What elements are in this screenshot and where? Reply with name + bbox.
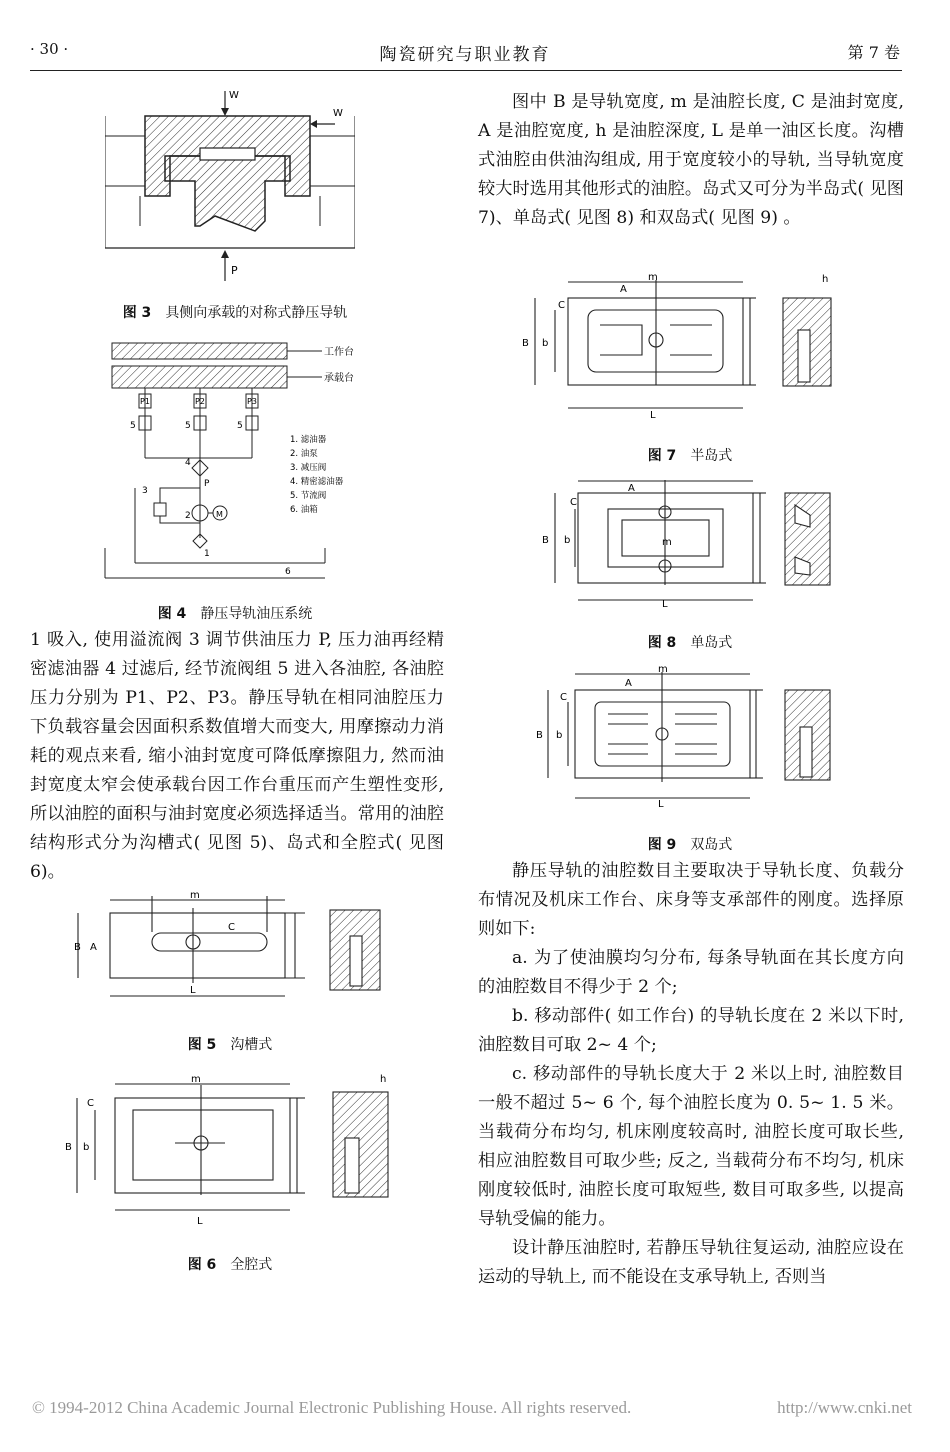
left-paragraph: 1 吸入, 使用溢流阀 3 调节供油压力 P, 压力油再经精密滤油器 4 过滤后, 经节流阀组 5 进入各油腔, 各油腔压力分别为 P1、P2、P3。静压导轨在相同油腔压力下负载容量会因面积系数值增大而变大, 用摩擦动力消耗的观点来看, 缩小油封宽度可降低摩擦阻力, 然而油封宽度太窄会使承载台因工作台重压而产生塑性变形, 所以油腔的面积与油封宽度必须选择适当。常用的油腔结构形式分为沟槽式( 见图 5)、岛式和全腔式( 见图 6)。 <box>30 630 444 882</box>
figure-3-number: 图 3 <box>122 305 152 321</box>
fig3-label-w-top: W <box>229 90 239 101</box>
footer-url[interactable]: http://www.cnki.net <box>777 1398 912 1417</box>
fig8-label-b-small: b <box>564 535 571 546</box>
fig4-label-1: 1 <box>204 549 210 559</box>
fig9-label-a: A <box>625 678 632 689</box>
figure-4-title: 静压导轨油压系统 <box>200 606 313 622</box>
volume-label: 第 7 卷 <box>847 43 900 62</box>
fig5-label-a: A <box>90 942 97 953</box>
journal-title: 陶瓷研究与职业教育 <box>379 45 551 65</box>
fig5-label-l: L <box>190 985 196 996</box>
figure-5-title: 沟槽式 <box>230 1037 273 1053</box>
fig3-label-p: P <box>231 264 238 277</box>
figure-5-number: 图 5 <box>187 1037 217 1053</box>
figure-7-caption <box>540 445 840 465</box>
figure-8-diagram <box>520 475 850 610</box>
fig4-legend-5: 5. 节流阀 <box>290 491 327 501</box>
figure-8-number: 图 8 <box>647 635 677 651</box>
fig4-label-p1: P1 <box>140 397 150 406</box>
fig7-label-l: L <box>650 410 656 420</box>
figure-5-diagram <box>70 888 400 1008</box>
fig9-label-b-big: B <box>536 730 543 741</box>
right-paragraph-1: 图中 B 是导轨宽度, m 是油腔长度, C 是油封宽度, A 是油腔宽度, h 是油腔深度, L 是单一油区长度。沟槽式油腔由供油沟组成, 用于宽度较小的导轨, 当导轨宽度较大时选用其他形式的油腔。岛式又可分为半岛式( 见图 7)、单岛式( 见图 8) 和双岛式( 见图 9) 。 <box>478 92 904 228</box>
fig4-label-4: 4 <box>185 458 191 468</box>
fig7-label-b-big: B <box>522 338 529 349</box>
figure-9-number: 图 9 <box>647 837 677 853</box>
left-column-text <box>30 626 444 887</box>
rule-c: c. 移动部件的导轨长度大于 2 米以上时, 油腔数目一般不超过 5~ 6 个, 每个油腔长度为 0. 5~ 1. 5 米。当载荷分布均匀, 机床刚度较高时, 油腔长度可取长些, 相应油腔数目可取少些; 反之, 当载荷分布不均匀, 机床刚度较低时, 油腔长度可取短些, 数目可取多些, 以提高导轨受偏的能力。 <box>478 1064 904 1229</box>
fig8-label-c: C <box>570 497 577 508</box>
fig4-label-6: 6 <box>285 567 291 577</box>
fig4-label-worktable: 工作台 <box>324 347 354 358</box>
figure-6-diagram <box>65 1070 405 1230</box>
fig6-label-b-big: B <box>65 1142 72 1153</box>
figure-6-caption <box>80 1254 380 1274</box>
fig8-label-b-big: B <box>542 535 549 546</box>
figure-9-diagram <box>520 662 850 807</box>
fig8-label-a: A <box>628 483 635 494</box>
figure-9-title: 双岛式 <box>690 837 733 853</box>
fig4-legend-2: 2. 油泵 <box>290 449 318 459</box>
figure-5-caption <box>80 1034 380 1054</box>
copyright-footer <box>32 1398 912 1418</box>
fig4-legend <box>290 434 344 515</box>
fig4-label-5a: 5 <box>130 421 136 431</box>
fig4-label-5b: 5 <box>185 421 191 431</box>
fig4-legend-6: 6. 油箱 <box>290 505 318 515</box>
copyright-text: © 1994-2012 China Academic Journal Electronic Publishing House. All rights reserved. <box>32 1398 632 1417</box>
figure-7-number: 图 7 <box>647 448 677 464</box>
figure-9-caption <box>540 834 840 854</box>
fig7-label-b-small: b <box>542 338 549 349</box>
fig4-label-p: P <box>204 479 210 489</box>
figure-4-number: 图 4 <box>157 606 187 622</box>
fig5-label-b: B <box>74 942 81 953</box>
fig9-label-c: C <box>560 692 567 703</box>
right-column-top-text <box>478 88 904 233</box>
rule-b: b. 移动部件( 如工作台) 的导轨长度在 2 米以下时, 油腔数目可取 2~ 4 个; <box>478 1006 904 1055</box>
right-column-bottom-text <box>478 857 904 1292</box>
right-paragraph-2: 静压导轨的油腔数目主要取决于导轨长度、负载分布情况及机床工作台、床身等支承部件的刚度。选择原则如下: <box>478 861 904 939</box>
figure-7-diagram <box>520 270 850 420</box>
page-number: · 30 · <box>30 40 69 58</box>
fig4-label-2: 2 <box>185 511 191 521</box>
fig7-label-c: C <box>558 300 565 311</box>
fig4-label-p2: P2 <box>195 397 205 406</box>
fig7-label-a: A <box>620 284 627 295</box>
fig3-label-w-side: W <box>333 108 343 119</box>
figure-3-title: 具侧向承载的对称式静压导轨 <box>165 305 348 321</box>
fig5-label-m: m <box>190 890 200 901</box>
fig6-label-b-small: b <box>83 1142 90 1153</box>
fig6-label-h: h <box>380 1074 387 1085</box>
figure-4-caption <box>60 603 410 623</box>
fig6-label-m: m <box>191 1074 201 1085</box>
figure-6-title: 全腔式 <box>230 1257 273 1273</box>
figure-7-title: 半岛式 <box>690 448 733 464</box>
fig9-label-m: m <box>658 664 668 675</box>
figure-8-caption <box>540 632 840 652</box>
fig5-label-c: C <box>228 922 235 933</box>
fig4-label-5c: 5 <box>237 421 243 431</box>
fig4-legend-1: 1. 滤油器 <box>290 435 327 445</box>
fig4-label-m: M <box>216 510 223 519</box>
fig4-label-carrier: 承载台 <box>324 373 354 384</box>
figure-6-number: 图 6 <box>187 1257 217 1273</box>
running-header <box>30 40 900 64</box>
figure-4-diagram <box>100 338 400 583</box>
fig8-label-l: L <box>662 599 668 610</box>
fig4-label-p3: P3 <box>247 397 257 406</box>
figure-8-title: 单岛式 <box>690 635 733 651</box>
fig4-legend-3: 3. 减压阀 <box>290 463 327 473</box>
fig4-label-3: 3 <box>142 486 148 496</box>
fig4-legend-4: 4. 精密滤油器 <box>290 477 344 487</box>
fig8-label-m: m <box>662 537 672 548</box>
fig9-label-l: L <box>658 799 664 807</box>
fig7-label-h: h <box>822 274 829 285</box>
right-paragraph-last: 设计静压油腔时, 若静压导轨往复运动, 油腔应设在运动的导轨上, 而不能设在支承导轨上, 否则当 <box>478 1238 904 1287</box>
rule-a: a. 为了使油膜均匀分布, 每条导轨面在其长度方向的油腔数目不得少于 2 个; <box>478 948 904 997</box>
fig9-label-b-small: b <box>556 730 563 741</box>
figure-3-diagram <box>105 86 355 286</box>
fig6-label-l: L <box>197 1216 203 1227</box>
fig7-label-m: m <box>648 272 658 283</box>
header-rule <box>30 70 902 71</box>
fig6-label-c: C <box>87 1098 94 1109</box>
figure-3-caption <box>60 302 410 322</box>
